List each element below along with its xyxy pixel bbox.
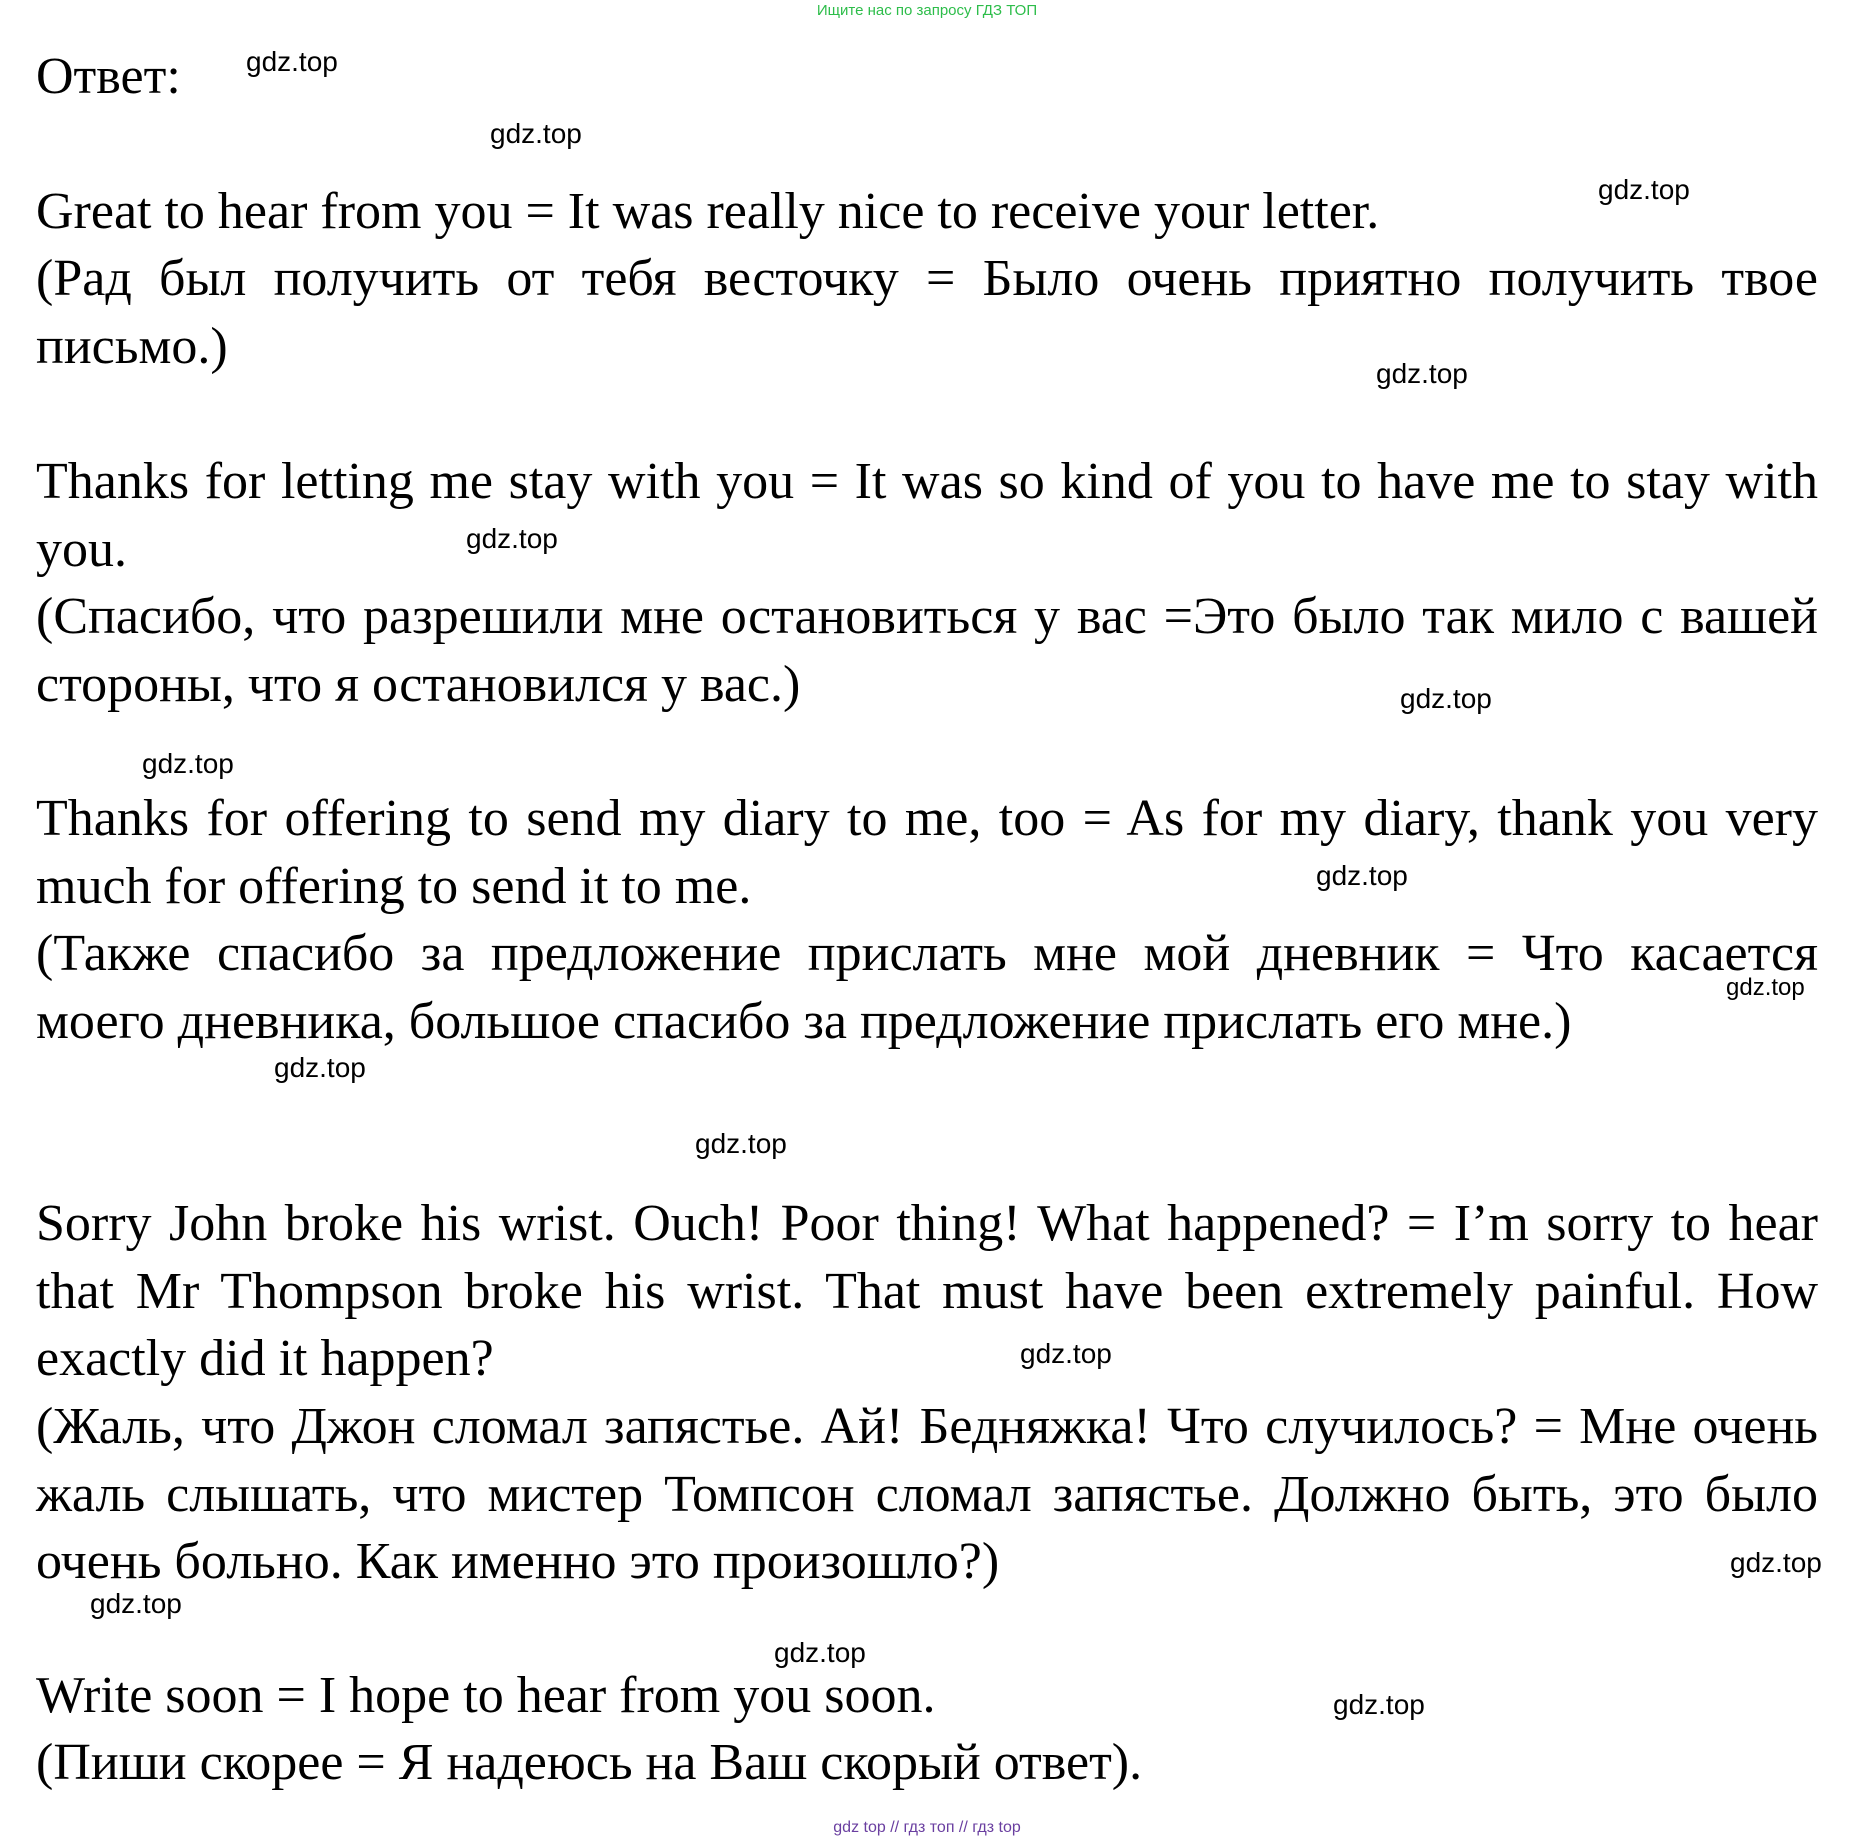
watermark: gdz.top bbox=[246, 46, 338, 77]
block-3-russian: (Также спасибо за предложение прислать мне мой дневник = Что касается моего дневника, большое спасибо за предложение прислать его мне.) bbox=[36, 925, 1818, 1050]
watermark: gdz.top bbox=[1400, 683, 1492, 714]
block-4-russian: (Жаль, что Джон сломал запястье. Ай! Бедняжка! Что случилось? = Мне очень жаль слышать, что мистер Томпсон сломал запястье. Должно быть, это было очень больно. Как именно это произошло?) bbox=[36, 1398, 1818, 1590]
watermark: gdz.top bbox=[774, 1637, 866, 1668]
block-1-russian: (Рад был получить от тебя весточку = Было очень приятно получить твое письмо.) bbox=[36, 250, 1818, 375]
watermark: gdz.top bbox=[90, 1588, 182, 1619]
top-banner: Ищите нас по запросу ГДЗ ТОП bbox=[816, 2, 1038, 19]
watermark: gdz.top bbox=[695, 1128, 787, 1159]
watermark: gdz.top bbox=[1730, 1547, 1822, 1578]
block-3-english: Thanks for offering to send my diary to me, too = As for my diary, thank you very much for offering to send it to me. bbox=[36, 790, 1818, 915]
block-1-english: Great to hear from you = It was really nice to receive your letter. bbox=[36, 183, 1380, 240]
watermark: gdz.top bbox=[1726, 974, 1805, 1001]
bottom-footer: gdz top // гдз топ // гдз top bbox=[833, 1819, 1021, 1836]
block-5-russian: (Пиши скорее = Я надеюсь на Ваш скорый ответ). bbox=[36, 1734, 1143, 1791]
block-5-english: Write soon = I hope to hear from you soon. bbox=[36, 1667, 936, 1724]
block-2-english: Thanks for letting me stay with you = It was so kind of you to have me to stay with you. bbox=[36, 453, 1818, 578]
watermark: gdz.top bbox=[1598, 174, 1690, 205]
watermark: gdz.top bbox=[274, 1052, 366, 1083]
watermark: gdz.top bbox=[1333, 1689, 1425, 1720]
watermark: gdz.top bbox=[1376, 358, 1468, 389]
watermark: gdz.top bbox=[1316, 860, 1408, 891]
block-4-english: Sorry John broke his wrist. Ouch! Poor thing! What happened? = I’m sorry to hear that Mr Thompson broke his wrist. That must have been extremely painful. How exactly did it happen? bbox=[36, 1195, 1818, 1387]
block-2-russian: (Спасибо, что разрешили мне остановиться у вас =Это было так мило с вашей стороны, что я остановился у вас.) bbox=[36, 588, 1818, 713]
watermark: gdz.top bbox=[1020, 1338, 1112, 1369]
watermark: gdz.top bbox=[142, 748, 234, 779]
answer-heading: Ответ: bbox=[36, 48, 181, 105]
watermark: gdz.top bbox=[490, 118, 582, 149]
watermark: gdz.top bbox=[466, 523, 558, 554]
